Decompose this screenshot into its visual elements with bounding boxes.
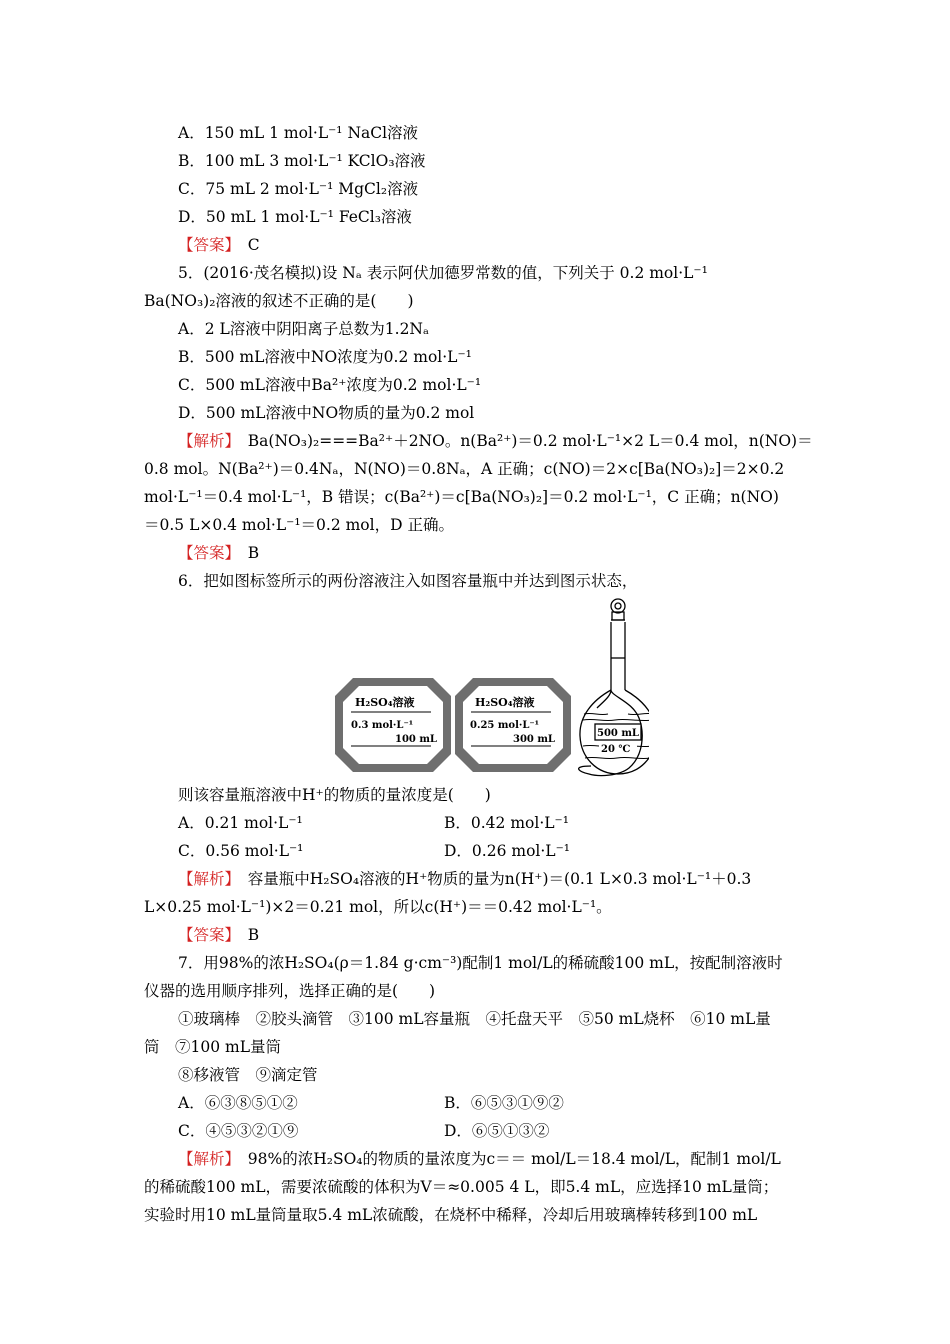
- q5-analysis-line-1: 【解析】 Ba(NO₃)₂===Ba²⁺＋2NO。n(Ba²⁺)＝0.2 mol·L⁻¹×2 L＝0.4 mol，n(NO)＝: [178, 432, 813, 450]
- q6-stem-line-1: 6．把如图标签所示的两份溶液注入如图容量瓶中并达到图示状态，: [178, 572, 638, 590]
- q5-stem-line-1: 5．(2016·茂名模拟)设 Nₐ 表示阿伏加德罗常数的值，下列关于 0.2 mol·L⁻¹: [178, 264, 708, 282]
- q5-option-d: D．500 mL溶液中NO物质的量为0.2 mol: [178, 404, 475, 422]
- solution-labels-and-flask-figure: [333, 596, 649, 780]
- label-1-title: H₂SO₄溶液: [355, 696, 415, 709]
- q6-option-c: C．0.56 mol·L⁻¹: [178, 842, 304, 860]
- q6-answer: [178, 925, 259, 945]
- answer-value: B: [247, 926, 260, 944]
- q5-analysis-line-2: 0.8 mol。N(Ba²⁺)＝0.4Nₐ，N(NO)＝0.8Nₐ，A 正确；c(NO)＝2×c[Ba(NO₃)₂]＝2×0.2: [144, 460, 785, 478]
- q7-instruments-line-3: ⑧移液管 ⑨滴定管: [178, 1066, 318, 1084]
- answer-value: B: [247, 544, 260, 562]
- q7-analysis-line-2: 的稀硫酸100 mL，需要浓硫酸的体积为V＝≈0.005 4 L，即5.4 mL，应选择10 mL量筒；: [144, 1178, 779, 1196]
- analysis-tag: 【解析】: [178, 1150, 233, 1168]
- q6-option-a: A．0.21 mol·L⁻¹: [178, 814, 303, 832]
- q7-instruments-line-1: ①玻璃棒 ②胶头滴管 ③100 mL容量瓶 ④托盘天平 ⑤50 mL烧杯 ⑥10 mL量: [178, 1010, 771, 1028]
- q7-instruments-line-2: 筒 ⑦100 mL量筒: [144, 1038, 282, 1056]
- q7-stem-line-1: 7．用98%的浓H₂SO₄(ρ＝1.84 g·cm⁻³)配制1 mol/L的稀硫酸100 mL，按配制溶液时: [178, 954, 783, 972]
- flask-volume-label: 500 mL: [597, 728, 639, 739]
- q6-analysis-line-1: 【解析】 容量瓶中H₂SO₄溶液的H⁺物质的量为n(H⁺)＝(0.1 L×0.3 mol·L⁻¹＋0.3: [178, 870, 752, 888]
- q6-option-d: D．0.26 mol·L⁻¹: [444, 842, 570, 860]
- flask-temperature-label: 20 ℃: [601, 744, 631, 755]
- label-2-concentration: 0.25 mol·L⁻¹: [470, 720, 540, 731]
- q6-analysis-line-2: L×0.25 mol·L⁻¹)×2＝0.21 mol，所以c(H⁺)＝＝0.42 mol·L⁻¹。: [144, 898, 612, 916]
- q5-option-a: A．2 L溶液中阴阳离子总数为1.2Nₐ: [178, 320, 429, 338]
- analysis-tag: 【解析】: [178, 432, 233, 450]
- h2so4-label-1: [335, 678, 451, 772]
- q5-answer: [178, 543, 259, 563]
- answer-tag: 【答案】: [178, 544, 233, 562]
- q7-stem-line-2: 仪器的选用顺序排列，选择正确的是( ): [144, 982, 436, 1000]
- label-1-volume: 100 mL: [395, 734, 437, 745]
- q5-stem-line-2: Ba(NO₃)₂溶液的叙述不正确的是( ): [144, 292, 414, 310]
- answer-value: C: [247, 236, 260, 254]
- q5-analysis-line-4: ＝0.5 L×0.4 mol·L⁻¹＝0.2 mol，D 正确。: [144, 516, 454, 534]
- q6-stem-line-2: 则该容量瓶溶液中H⁺的物质的量浓度是( ): [178, 786, 491, 804]
- analysis-tag: 【解析】: [178, 870, 233, 888]
- q6-option-b: B．0.42 mol·L⁻¹: [444, 814, 569, 832]
- q7-option-a: A．⑥③⑧⑤①②: [178, 1094, 298, 1112]
- q7-analysis-line-1: 【解析】 98%的浓H₂SO₄的物质的量浓度为c＝＝ mol/L＝18.4 mol/L，配制1 mol/L: [178, 1150, 781, 1168]
- label-2-volume: 300 mL: [513, 734, 555, 745]
- label-1-concentration: 0.3 mol·L⁻¹: [351, 720, 414, 731]
- answer-tag: 【答案】: [178, 926, 233, 944]
- q5-analysis-line-3: mol·L⁻¹＝0.4 mol·L⁻¹，B 错误；c(Ba²⁺)＝c[Ba(NO₃)₂]＝0.2 mol·L⁻¹，C 正确；n(NO): [144, 488, 779, 506]
- q7-analysis-line-3: 实验时用10 mL量筒量取5.4 mL浓硫酸，在烧杯中稀释，冷却后用玻璃棒转移到100 mL: [144, 1206, 758, 1224]
- q5-option-c: C．500 mL溶液中Ba²⁺浓度为0.2 mol·L⁻¹: [178, 376, 482, 394]
- q7-option-c: C．④⑤③②①⑨: [178, 1122, 299, 1140]
- label-2-title: H₂SO₄溶液: [475, 696, 535, 709]
- q4-answer: [178, 235, 260, 255]
- q4-option-c: C．75 mL 2 mol·L⁻¹ MgCl₂溶液: [178, 180, 419, 198]
- q7-option-b: B．⑥⑤③①⑨②: [444, 1094, 564, 1112]
- answer-tag: 【答案】: [178, 236, 233, 254]
- h2so4-label-2: [455, 678, 571, 772]
- q5-option-b: B．500 mL溶液中NO浓度为0.2 mol·L⁻¹: [178, 348, 472, 366]
- q4-option-a: A．150 mL 1 mol·L⁻¹ NaCl溶液: [178, 124, 419, 142]
- q4-option-d: D．50 mL 1 mol·L⁻¹ FeCl₃溶液: [178, 208, 412, 226]
- q7-option-d: D．⑥⑤①③②: [444, 1122, 550, 1140]
- q4-option-b: B．100 mL 3 mol·L⁻¹ KClO₃溶液: [178, 152, 426, 170]
